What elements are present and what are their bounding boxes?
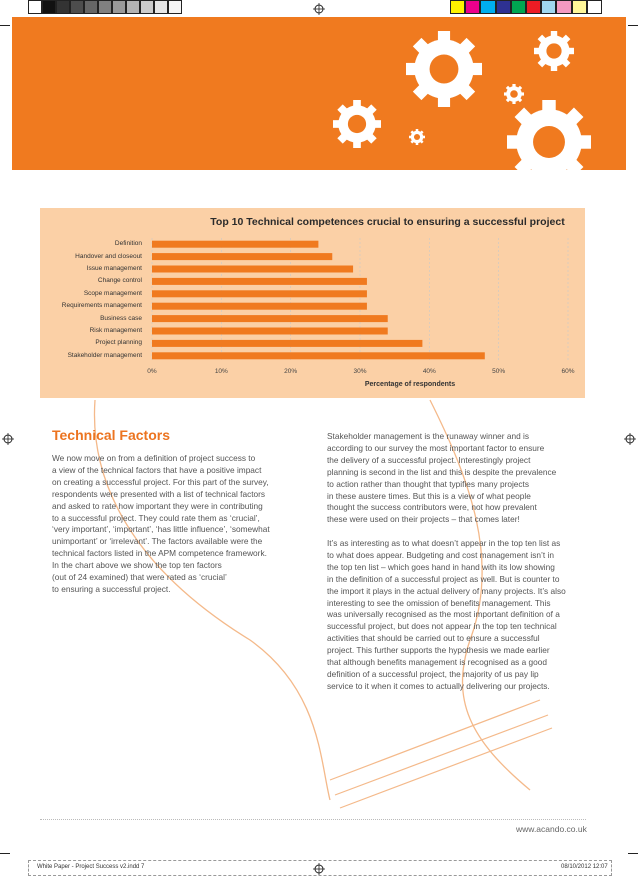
category-label: Risk management bbox=[89, 327, 142, 334]
gray-swatch bbox=[126, 0, 140, 14]
x-tick-label: 10% bbox=[214, 368, 228, 375]
x-tick-label: 20% bbox=[284, 368, 298, 375]
slug-timestamp: 08/10/2012 12:07 bbox=[561, 864, 608, 870]
gray-swatch bbox=[98, 0, 112, 14]
body-text-line: according to our survey the most important factor to ensure bbox=[327, 442, 545, 453]
bar bbox=[152, 328, 388, 335]
category-label: Issue management bbox=[86, 265, 142, 272]
category-label: Requirements management bbox=[61, 302, 142, 310]
body-text-line: thought the success contributors were, not how prevalent bbox=[327, 502, 537, 513]
color-swatch bbox=[511, 0, 526, 14]
x-tick-label: 60% bbox=[561, 368, 575, 375]
body-text-line: interesting to see the omission of benefits management. This bbox=[327, 597, 551, 608]
body-text-line: and asked to rate how important they were in contributing bbox=[52, 500, 263, 511]
body-text-line: successful project, but does not appear in the top ten technical bbox=[327, 621, 557, 632]
category-label: Handover and closeout bbox=[75, 252, 142, 260]
x-tick-label: 0% bbox=[147, 368, 157, 375]
body-text-line: In the chart above we show the top ten factors bbox=[52, 560, 222, 571]
gray-swatch bbox=[140, 0, 154, 14]
body-text-line: definition of a successful project, the majority of us pay lip bbox=[327, 668, 539, 679]
category-label: Definition bbox=[114, 240, 142, 248]
slug-filename: White Paper - Project Success v2.indd 7 bbox=[37, 864, 145, 870]
body-text-line: We now move on from a definition of project success to bbox=[52, 453, 256, 463]
footer-rule bbox=[40, 819, 586, 820]
bar bbox=[152, 303, 367, 310]
x-tick-label: 50% bbox=[492, 368, 506, 375]
body-text-line: It’s as interesting as to what doesn’t appear in the top ten list as bbox=[327, 538, 561, 548]
chart-panel bbox=[40, 208, 585, 398]
body-text-line: to a successful project. They could rate them as ‘crucial’, bbox=[52, 512, 260, 523]
gray-swatch bbox=[84, 0, 98, 14]
body-text-line: unimportant’ or ‘irrelevant’. The factors available were the bbox=[52, 536, 263, 547]
color-swatch bbox=[587, 0, 602, 14]
gray-swatch bbox=[42, 0, 56, 14]
body-text-line: (out of 24 examined) that were rated as ‘crucial’ bbox=[52, 572, 227, 582]
body-text-line: to action rather than thought that typifies many projects bbox=[327, 478, 530, 489]
color-swatch bbox=[526, 0, 541, 14]
gray-swatch bbox=[56, 0, 70, 14]
category-label: Business case bbox=[100, 314, 142, 322]
color-swatch bbox=[541, 0, 556, 14]
color-swatch bbox=[465, 0, 480, 14]
bar bbox=[152, 253, 332, 260]
x-tick-label: 30% bbox=[353, 368, 367, 375]
gray-swatch bbox=[154, 0, 168, 14]
section-title: Technical Factors bbox=[52, 427, 171, 443]
category-label: Change control bbox=[97, 277, 142, 285]
bar bbox=[152, 278, 367, 285]
body-text-line: technical factors listed in the APM competence framework. bbox=[52, 548, 267, 559]
gray-swatch bbox=[112, 0, 126, 14]
body-text-line: in the definition of a successful project as well. But is counter to bbox=[327, 573, 560, 584]
body-text-line: these were used on their projects – that comes later! bbox=[327, 514, 520, 525]
body-text-line: project. This further supports the hypothesis we made earlier bbox=[327, 645, 550, 656]
body-text-line: the import it plays in the actual delivery of many projects. It’s also bbox=[327, 585, 566, 596]
body-text-line: on creating a successful project. For this part of the survey, bbox=[52, 476, 269, 487]
gray-swatch bbox=[28, 0, 42, 14]
footer-url[interactable]: www.acando.co.uk bbox=[516, 824, 587, 834]
body-text-line: was universally recognised as the most important definition of a bbox=[327, 609, 560, 620]
bar bbox=[152, 340, 422, 347]
body-text-line: activities that should be carried out to ensure a successful bbox=[327, 633, 540, 644]
body-text-line: to ensuring a successful project. bbox=[52, 583, 171, 594]
body-text-line: respondents were presented with a list of technical factors bbox=[52, 488, 266, 499]
body-text-line: in these austere times. But this is a view of what people bbox=[327, 490, 531, 501]
x-tick-label: 40% bbox=[422, 368, 436, 375]
bar bbox=[152, 315, 388, 322]
body-text-line: the delivery of a successful project. Interestingly project bbox=[327, 454, 531, 465]
category-label: Stakeholder management bbox=[67, 351, 142, 359]
color-swatch bbox=[572, 0, 587, 14]
category-label: Project planning bbox=[95, 339, 142, 347]
body-text-line: a view of the technical factors that have a positive impact bbox=[52, 464, 262, 475]
gray-swatch bbox=[70, 0, 84, 14]
gray-swatch bbox=[168, 0, 182, 14]
bar bbox=[152, 241, 318, 248]
bar bbox=[152, 290, 367, 297]
body-text-line: planning is second in the list and this is despite the prevalence bbox=[327, 466, 557, 477]
body-text-line: that although benefits management is recognised as a good bbox=[327, 657, 548, 667]
color-swatch bbox=[480, 0, 495, 14]
body-text-line: Stakeholder management is the runaway winner and is bbox=[327, 431, 530, 441]
body-text-line: service to it when it comes to actually delivering our projects. bbox=[327, 680, 550, 691]
color-swatch bbox=[496, 0, 511, 14]
chart-title: Top 10 Technical competences crucial to ensuring a successful project bbox=[210, 216, 565, 228]
body-text-line: to what does appear. Budgeting and cost management isn’t in bbox=[327, 549, 554, 560]
category-label: Scope management bbox=[83, 289, 142, 297]
body-text-line: the top ten list – which goes hand in hand with its low showing bbox=[327, 561, 555, 572]
body-text-line: ‘very important’, ‘important’, ‘has little influence’, ‘somewhat bbox=[52, 524, 270, 535]
bar bbox=[152, 266, 353, 273]
color-swatch bbox=[556, 0, 571, 14]
color-swatch bbox=[450, 0, 465, 14]
x-axis-title: Percentage of respondents bbox=[364, 381, 456, 388]
bar bbox=[152, 352, 485, 359]
